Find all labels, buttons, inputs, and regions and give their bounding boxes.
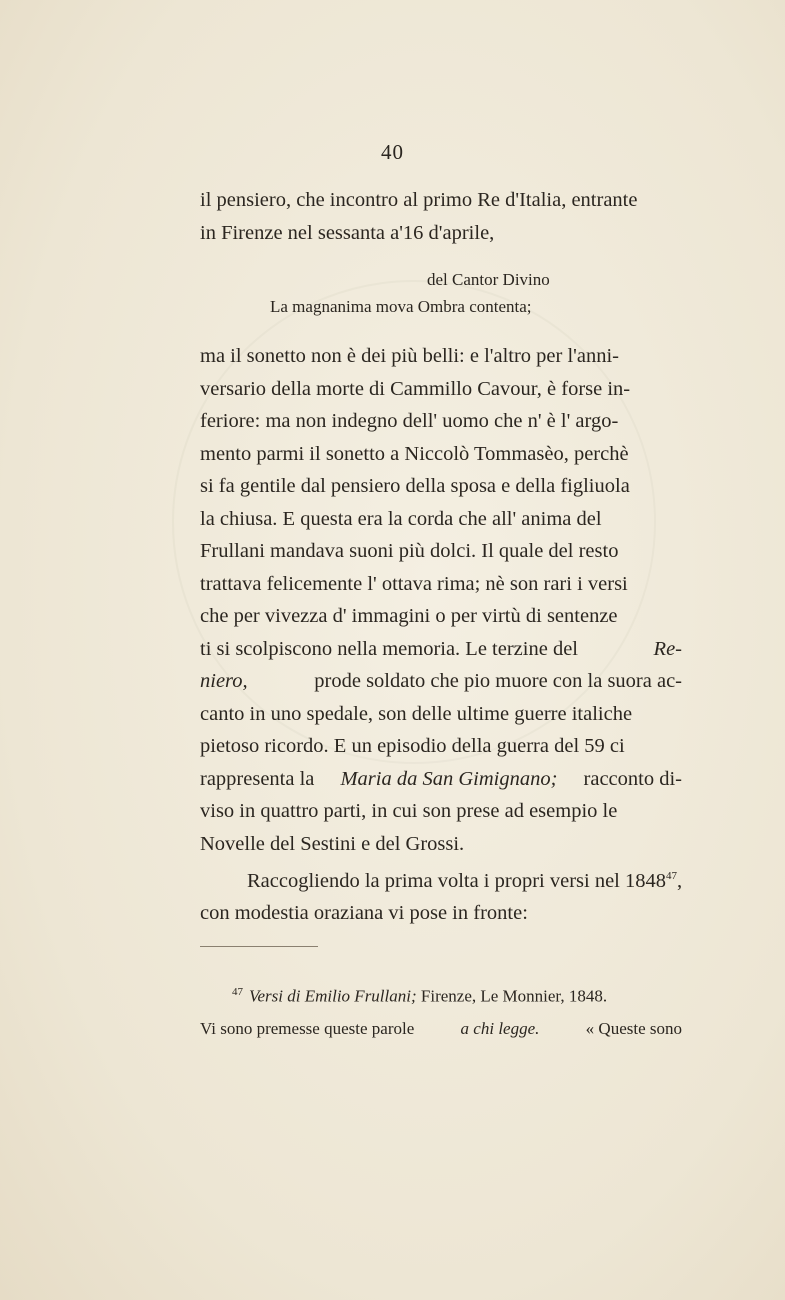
text-line xyxy=(200,897,682,930)
text-line xyxy=(200,698,682,731)
line-text: mento parmi il sonetto a Niccolò Tommasèo, perchè xyxy=(200,442,629,465)
line-text: la chiusa. E questa era la corda che all' anima del xyxy=(200,507,602,530)
text-line xyxy=(200,438,682,471)
line-text: prode soldato che pio muore con la suora ac- xyxy=(314,670,682,692)
text-line xyxy=(200,795,682,828)
line-text: si fa gentile dal pensiero della sposa e della figliuola xyxy=(200,475,630,497)
line-text: canto in uno spedale, son delle ultime guerre italiche xyxy=(200,702,633,725)
text-line xyxy=(200,470,682,503)
line-text: in Firenze nel sessanta a'16 d'aprile, xyxy=(200,221,495,244)
line-text: il pensiero, che incontro al primo Re d'Italia, entrante xyxy=(200,189,638,211)
footnote-text: Vi sono premesse queste parole xyxy=(200,1018,415,1038)
text-line xyxy=(200,503,682,536)
text-line xyxy=(200,535,682,568)
text-line xyxy=(200,568,682,601)
text-line xyxy=(200,730,682,763)
line-text: Raccogliendo la prima volta i propri versi nel 1848 xyxy=(247,869,666,892)
footnote-text: « Queste sono xyxy=(585,1018,682,1038)
line-text: trattava felicemente l' ottava rima; nè son rari i versi xyxy=(200,572,628,595)
line-text: rappresenta la xyxy=(200,767,315,790)
text-line xyxy=(200,860,682,897)
paragraph-3-line-2: con modestia oraziana vi pose in fronte: xyxy=(200,902,528,925)
page-number: 40 xyxy=(381,140,404,164)
text-line xyxy=(200,217,682,250)
verse-quotation xyxy=(200,266,682,320)
footnote-reference[interactable]: 47 xyxy=(666,870,677,882)
line-text: che per vivezza d' immagini o per virtù di sentenze xyxy=(200,605,618,627)
line-text: pietoso ricordo. E un episodio della guerra del 59 ci xyxy=(200,735,625,757)
footnote-publisher: Firenze, Le Monnier, 1848. xyxy=(420,986,608,1006)
line-text: ma il sonetto non è dei più belli: e l'altro per l'anni- xyxy=(200,345,619,367)
text-line xyxy=(200,828,682,861)
quote-line-1: del Cantor Divino xyxy=(427,270,550,289)
text-line xyxy=(200,184,682,217)
line-text: feriore: ma non indegno dell' uomo che n' è l' argo- xyxy=(200,410,619,432)
line-text: racconto di- xyxy=(583,767,682,790)
reniero-title-part-1: Re- xyxy=(653,637,682,660)
footnote xyxy=(200,976,682,1045)
line-text: viso in quattro parti, in cui son prese ad esempio le xyxy=(200,800,618,822)
line-text: ti si scolpiscono nella memoria. Le terzine del xyxy=(200,637,578,660)
line-text: , xyxy=(677,869,683,892)
footnote-italic: a chi legge. xyxy=(460,1018,540,1038)
text-line xyxy=(200,763,682,796)
text-line xyxy=(200,340,682,373)
paragraph-3-line-1 xyxy=(247,860,682,897)
line-text: Novelle del Sestini e del Grossi. xyxy=(200,832,465,855)
text-line xyxy=(200,665,682,698)
footnote-divider xyxy=(200,946,318,947)
footnote-book-title: Versi di Emilio Frullani; xyxy=(249,986,417,1006)
footnote-line xyxy=(200,976,682,1013)
reniero-title-part-2: niero, xyxy=(200,670,248,692)
paragraph-1 xyxy=(200,184,682,249)
line-text: versario della morte di Cammillo Cavour, è forse in- xyxy=(200,377,631,400)
line-text: Frullani mandava suoni più dolci. Il quale del resto xyxy=(200,540,619,562)
text-line xyxy=(200,600,682,633)
footnote-line xyxy=(200,1013,682,1045)
text-line xyxy=(200,405,682,438)
footnote-mark: 47 xyxy=(232,986,243,998)
text-line xyxy=(200,633,682,666)
text-line xyxy=(200,373,682,406)
maria-title: Maria da San Gimignano; xyxy=(340,767,558,790)
quote-line-2: La magnanima mova Ombra contenta; xyxy=(270,297,532,316)
paragraph-2 xyxy=(200,340,682,930)
